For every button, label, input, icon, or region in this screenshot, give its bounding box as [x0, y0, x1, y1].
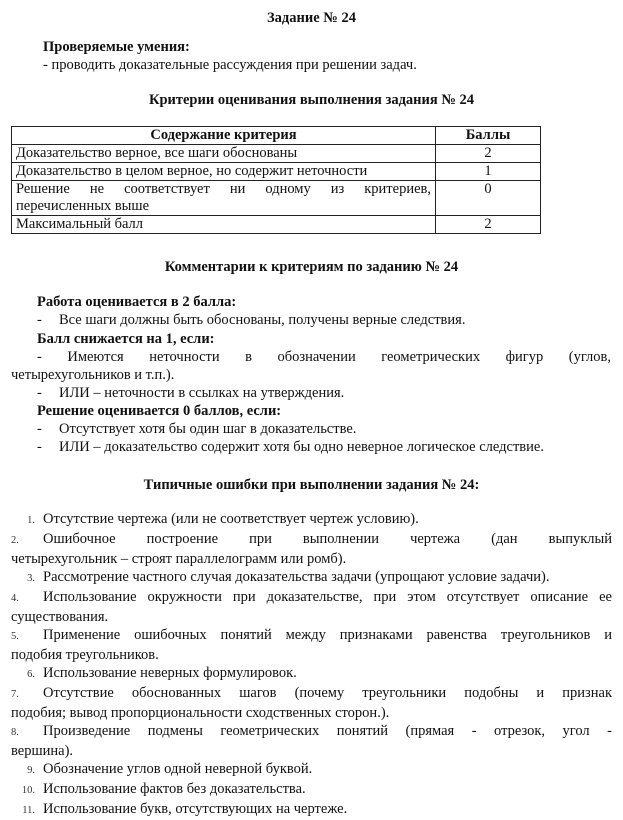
error-item-line: [11, 568, 612, 588]
criteria-row-points: 2: [436, 216, 541, 234]
criteria-row-points: 2: [436, 145, 541, 163]
error-item-text: Ошибочное построение при выполнении чертежа (дан выпуклый: [43, 531, 612, 547]
criteria-row-content: Доказательство верное, все шаги обоснованы: [12, 145, 436, 163]
error-item: [11, 760, 612, 780]
error-item-text: Рассмотрение частного случая доказательства задачи (упрощают условие задачи).: [43, 569, 550, 585]
criteria-row-points: 1: [436, 163, 541, 181]
criteria-row: [12, 181, 541, 216]
error-item: [11, 722, 612, 760]
error-item-line: [11, 684, 612, 704]
criteria-row: [12, 163, 541, 181]
criteria-row-points: 0: [436, 181, 541, 216]
error-item-number: 4.: [11, 593, 19, 604]
criteria-row: [12, 145, 541, 163]
error-item-number: 11.: [22, 805, 35, 816]
error-item-number: 3.: [27, 573, 35, 584]
error-item-text: Отсутствие обоснованных шагов (почему треугольники подобны и признак: [43, 685, 612, 701]
error-item: [11, 684, 612, 722]
error-item-text: Использование окружности при доказательстве, при этом отсутствует описание ее: [43, 589, 612, 605]
error-item: [11, 588, 612, 626]
error-item-text: Использование букв, отсутствующих на чертеже.: [43, 801, 348, 817]
errors-title: Типичные ошибки при выполнении задания № 24:: [143, 477, 480, 493]
error-item: [11, 510, 612, 530]
error-item: [11, 664, 612, 684]
error-item-line: вершина).: [11, 743, 74, 759]
task-title: Задание № 24: [267, 10, 356, 26]
error-item-line: [11, 588, 612, 608]
criteria-row-content: Максимальный балл: [12, 216, 436, 234]
skills-item: - проводить доказательные рассуждения при решении задач.: [43, 57, 417, 73]
score1-item-line: - Имеются неточности в обозначении геометрических фигур (углов,: [37, 349, 611, 365]
error-item-line: существования.: [11, 609, 109, 625]
error-item-line: подобия; вывод пропорциональности сходственных сторон.).: [11, 705, 390, 721]
error-item-number: 10.: [21, 785, 35, 796]
error-item-line: [11, 722, 612, 742]
error-item-number: 9.: [27, 765, 35, 776]
error-item-text: Использование фактов без доказательства.: [43, 781, 306, 797]
criteria-header-points: Баллы: [436, 127, 541, 145]
error-item: [11, 800, 612, 820]
error-item-line: [11, 664, 612, 684]
score2-heading: Работа оценивается в 2 балла:: [37, 294, 237, 310]
error-item: [11, 530, 612, 568]
error-item-text: Произведение подмены геометрических понятий (прямая - отрезок, угол -: [43, 723, 612, 739]
criteria-row-content-line: Решение не соответствует ни одному из критериев,: [16, 181, 431, 197]
score0-item: - Отсутствует хотя бы один шаг в доказательстве.: [37, 421, 357, 437]
error-item-text: Обозначение углов одной неверной буквой.: [43, 761, 313, 777]
error-item-number: 7.: [11, 689, 19, 700]
criteria-title: Критерии оценивания выполнения задания № 24: [148, 92, 475, 108]
error-item-line: [11, 780, 612, 800]
error-item-number: 5.: [11, 631, 19, 642]
skills-heading: Проверяемые умения:: [43, 39, 190, 55]
score1-heading: Балл снижается на 1, если:: [37, 331, 215, 347]
score2-item: - Все шаги должны быть обоснованы, получены верные следствия.: [37, 312, 466, 328]
error-item-number: 8.: [11, 727, 19, 738]
error-item-line: [11, 760, 612, 780]
error-item-line: подобия треугольников.: [11, 647, 159, 663]
score0-heading: Решение оценивается 0 баллов, если:: [37, 403, 282, 419]
error-item-line: четырехугольник – строят параллелограмм или ромб).: [11, 551, 347, 567]
error-item: [11, 780, 612, 800]
criteria-row-content: Доказательство в целом верное, но содержит неточности: [12, 163, 436, 181]
error-item: [11, 626, 612, 664]
criteria-row-content-line: перечисленных выше: [16, 198, 150, 214]
error-item-line: [11, 800, 612, 820]
error-item: [11, 568, 612, 588]
error-item-number: 2.: [11, 535, 19, 546]
criteria-row-content: [12, 181, 436, 216]
criteria-table-header: [12, 127, 541, 145]
error-item-text: Отсутствие чертежа (или не соответствует чертеж условию).: [43, 511, 419, 527]
error-item-text: Применение ошибочных понятий между признаками равенства треугольников и: [43, 627, 612, 643]
error-item-number: 1.: [27, 515, 35, 526]
error-item-line: [11, 530, 612, 550]
score1-item-line: четырехугольников и т.п.).: [11, 367, 175, 383]
error-item-number: 6.: [27, 669, 35, 680]
criteria-header-content: Содержание критерия: [12, 127, 436, 145]
errors-list: [11, 510, 612, 820]
score0-item: - ИЛИ – доказательство содержит хотя бы одно неверное логическое следствие.: [37, 439, 544, 455]
comments-title: Комментарии к критериям по заданию № 24: [164, 259, 459, 275]
score1-item: - ИЛИ – неточности в ссылках на утверждения.: [37, 385, 345, 401]
criteria-row: [12, 216, 541, 234]
error-item-line: [11, 626, 612, 646]
error-item-text: Использование неверных формулировок.: [43, 665, 297, 681]
criteria-table: [11, 126, 541, 234]
error-item-line: [11, 510, 612, 530]
